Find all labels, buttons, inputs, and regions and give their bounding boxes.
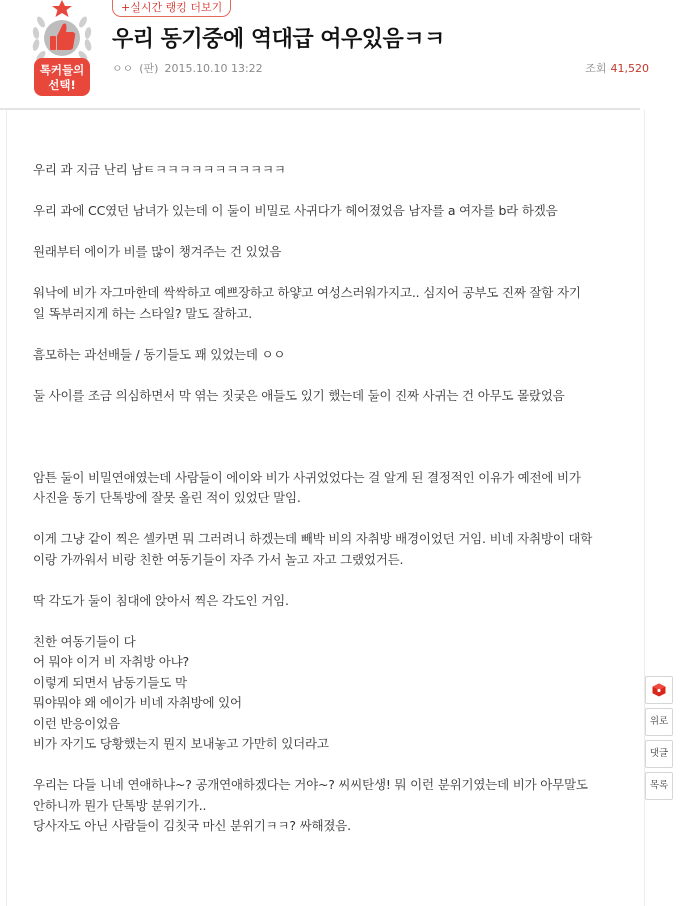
body-line: 비가 자기도 당황했는지 뭔지 보내놓고 가만히 있더라고 bbox=[33, 736, 329, 751]
paragraph-gap bbox=[33, 509, 643, 530]
floating-side-tools bbox=[645, 676, 673, 804]
body-line: 안하니까 뭔가 단톡방 분위기가.. bbox=[33, 797, 207, 813]
post-date: 2015.10.10 13:22 bbox=[164, 62, 263, 75]
body-line: 딱 각도가 둘이 침대에 앉아서 찍은 각도인 거임. bbox=[33, 592, 289, 608]
body-line: 원래부터 에이가 비를 많이 챙겨주는 건 있었음 bbox=[33, 244, 282, 259]
paragraph-gap bbox=[33, 447, 643, 468]
badge-text-line2: 선택! bbox=[48, 78, 76, 92]
post-body bbox=[33, 160, 643, 837]
paragraph-gap bbox=[33, 755, 643, 776]
realtime-ranking-link[interactable]: +실시간 랭킹 더보기 bbox=[112, 0, 231, 17]
body-line: 이런 반응이었음 bbox=[33, 715, 120, 731]
body-line: 뭐야뭐야 왜 에이가 비네 자취방에 있어 bbox=[33, 695, 242, 710]
badge-text-line1: 톡커들의 bbox=[39, 63, 85, 77]
cube-icon[interactable] bbox=[645, 676, 673, 704]
paragraph-gap bbox=[33, 222, 643, 243]
body-line: 흠모하는 과선배들 / 동기들도 꽤 있었는데 ㅇㅇ bbox=[33, 346, 286, 362]
paragraph-gap bbox=[33, 324, 643, 345]
star-icon bbox=[52, 0, 72, 17]
body-line: 이렇게 되면서 남동기들도 막 bbox=[33, 674, 187, 690]
post-title: 우리 동기중에 역대급 여우있음ㅋㅋ bbox=[112, 27, 445, 52]
paragraph-gap bbox=[33, 570, 643, 591]
comments-button[interactable]: 댓글 bbox=[645, 740, 673, 768]
body-line: 암튼 둘이 비밀연애였는데 사람들이 에이와 비가 사귀었었다는 걸 알게 된 결정적인 이유가 예전에 비가 bbox=[33, 469, 581, 485]
body-line: 이게 그냥 같이 찍은 셀카면 뭐 그러려니 하겠는데 빼박 비의 자취방 배경이었던 거임. 비네 자취방이 대학 bbox=[33, 531, 593, 546]
body-line: 친한 여동기들이 다 bbox=[33, 633, 136, 649]
body-line: 당사자도 아닌 사람들이 김칫국 마신 분위기ㅋㅋ? 싸해졌음. bbox=[33, 818, 351, 833]
list-button[interactable]: 목록 bbox=[645, 772, 673, 800]
body-line: 어 뭐야 이거 비 자취방 아냐? bbox=[33, 654, 189, 669]
body-line: 우리 과에 CC였던 남녀가 있는데 이 둘이 비밀로 사귀다가 헤어졌었음 남자를 a 여자를 b라 하겠음 bbox=[33, 203, 558, 218]
body-line: 이랑 가까워서 비랑 친한 여동기들이 자주 가서 놀고 자고 그랬었거든. bbox=[33, 551, 404, 567]
body-line: 둘 사이를 조금 의심하면서 막 엮는 짓궂은 애들도 있기 했는데 둘이 진짜 사귀는 건 아무도 몰랐었음 bbox=[33, 387, 565, 403]
paragraph-gap bbox=[33, 365, 643, 386]
board-tag: (판) bbox=[139, 62, 159, 75]
body-line: 워낙에 비가 자그마한데 싹싹하고 예쁘장하고 하얗고 여성스러워가지고.. 심지어 공부도 진짜 잘함 자기 bbox=[33, 285, 581, 300]
body-line: 우리 과 지금 난리 남ㅌㅋㅋㅋㅋㅋㅋㅋㅋㅋㅋㅋ bbox=[33, 162, 286, 177]
paragraph-gap bbox=[33, 427, 643, 448]
talker-choice-badge bbox=[28, 0, 96, 98]
body-line: 일 똑부러지게 하는 스타일? 말도 잘하고. bbox=[33, 305, 253, 321]
paragraph-gap bbox=[33, 611, 643, 632]
paragraph-gap bbox=[33, 263, 643, 284]
author-name[interactable]: ㅇㅇ bbox=[112, 62, 134, 75]
paragraph-gap bbox=[33, 406, 643, 427]
post-meta bbox=[112, 60, 269, 76]
view-count bbox=[585, 60, 649, 76]
post-header bbox=[0, 0, 683, 110]
body-line: 우리는 다들 니네 연애하냐~? 공개연애하겠다는 거야~? 씨씨탄생! 뭐 이런 분위기였는데 비가 아무말도 bbox=[33, 777, 588, 792]
views-number: 41,520 bbox=[610, 62, 649, 75]
paragraph-gap bbox=[33, 181, 643, 202]
scroll-to-top-button[interactable]: 위로 bbox=[645, 708, 673, 736]
body-line: 사진을 동기 단톡방에 잘못 올린 적이 있었단 말임. bbox=[33, 490, 301, 505]
views-label: 조회 bbox=[585, 62, 607, 75]
